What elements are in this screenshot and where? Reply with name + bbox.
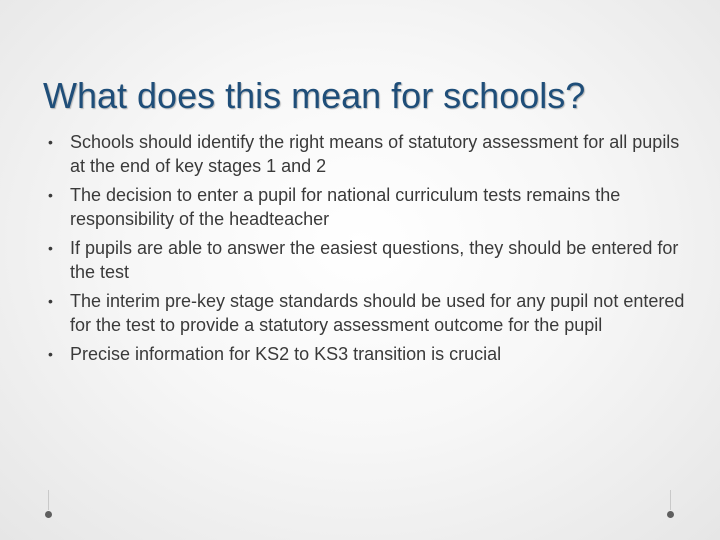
bullet-text: The interim pre-key stage standards should be used for any pupil not entered for the test to provide a statutory assessment outcome for the pupil <box>70 291 685 335</box>
bullet-marker-icon: • <box>48 346 53 362</box>
bullet-marker-icon: • <box>48 187 53 203</box>
decorative-line-right <box>670 490 671 510</box>
decorative-line-left <box>48 490 49 510</box>
bullet-item <box>48 289 688 337</box>
bullet-marker-icon: • <box>48 134 53 150</box>
slide-title: What does this mean for schools? <box>43 75 586 116</box>
bullet-list <box>48 130 688 371</box>
bullet-text: If pupils are able to answer the easiest questions, they should be entered for the test <box>70 238 679 282</box>
bullet-text: Precise information for KS2 to KS3 transition is crucial <box>70 344 502 364</box>
bullet-item <box>48 183 688 231</box>
decorative-dot-left-icon <box>45 511 52 518</box>
bullet-marker-icon: • <box>48 240 53 256</box>
bullet-marker-icon: • <box>48 293 53 309</box>
bullet-item <box>48 236 688 284</box>
bullet-text: Schools should identify the right means of statutory assessment for all pupils at the end of key stages 1 and 2 <box>70 132 680 176</box>
decorative-dot-right-icon <box>667 511 674 518</box>
bullet-item <box>48 130 688 178</box>
bullet-text: The decision to enter a pupil for national curriculum tests remains the responsibility of the headteacher <box>70 185 621 229</box>
bullet-item <box>48 342 688 366</box>
